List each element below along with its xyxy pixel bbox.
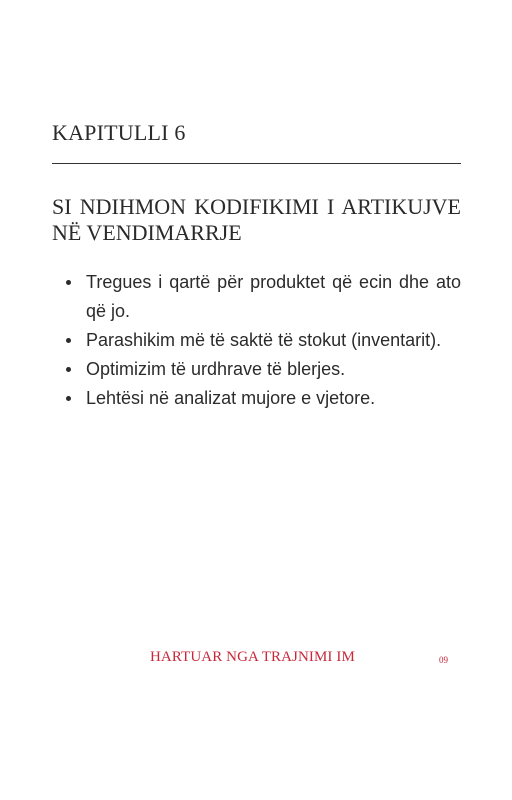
page-number: 09 — [439, 655, 448, 665]
bullet-item: Lehtësi në analizat mujore e vjetore. — [86, 384, 461, 413]
section-heading: SI NDIHMON KODIFIKIMI I ARTIKUJVE NË VENDIMARRJE — [52, 194, 461, 245]
bullet-item: Optimizim të urdhrave të blerjes. — [86, 355, 461, 384]
chapter-title: KAPITULLI 6 — [52, 120, 186, 145]
footer-credit: HARTUAR NGA TRAJNIMI IM — [150, 649, 355, 665]
bullet-item: Parashikim më të saktë të stokut (inventarit). — [86, 326, 461, 355]
title-divider — [52, 163, 461, 164]
bullet-list — [52, 268, 461, 413]
bullet-item: Tregues i qartë për produktet që ecin dhe ato që jo. — [86, 268, 461, 326]
